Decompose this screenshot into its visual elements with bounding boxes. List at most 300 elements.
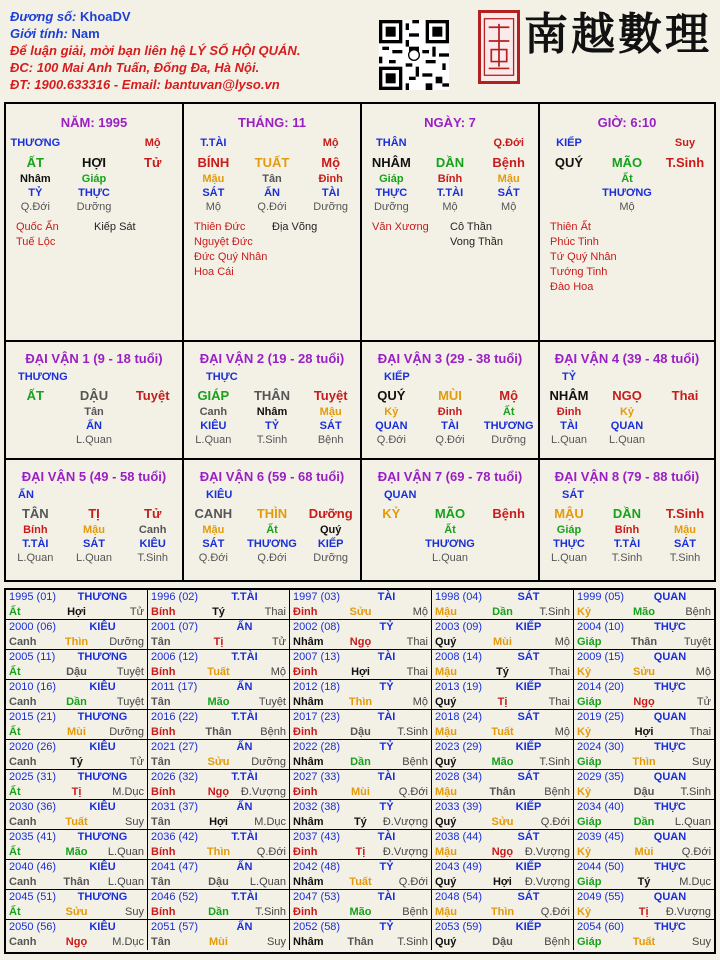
year-stem: Giáp — [577, 636, 602, 648]
year-star: SÁT — [517, 891, 540, 903]
year-stem: Đinh — [293, 666, 318, 678]
year-label: 2007 (13) — [293, 651, 341, 663]
pillar-stem-branch-1: QUÝ — [554, 155, 584, 170]
year-stem: Giáp — [577, 756, 602, 768]
dai-van-hidden-stems-2: Nhâm — [256, 406, 288, 418]
dai-van-stem-branch-1: ẤT — [26, 388, 44, 403]
year-body — [6, 725, 147, 740]
pillar-stages — [540, 200, 714, 214]
year-head — [6, 620, 147, 635]
year-branch: Tuất — [349, 876, 372, 888]
dai-van-stem-branch-1: NHÂM — [549, 388, 589, 403]
year-body — [432, 665, 573, 680]
year-stem: Bính — [151, 726, 176, 738]
year-head — [290, 740, 431, 755]
pillar-stem-branch — [362, 154, 538, 172]
year-stage: Thai — [548, 666, 570, 678]
year-stem: Ất — [9, 606, 21, 618]
year-star: KIÊU — [89, 621, 116, 633]
year-head — [290, 890, 431, 905]
year-cell — [290, 800, 432, 830]
year-head — [148, 590, 289, 605]
year-cell — [148, 740, 290, 770]
year-star: TÀI — [377, 831, 396, 843]
year-head — [6, 770, 147, 785]
year-stem: Đinh — [293, 606, 318, 618]
year-stem: Đinh — [293, 906, 318, 918]
year-stage: Mộ — [412, 696, 428, 708]
year-branch: Dậu — [350, 726, 371, 738]
year-branch: Dậu — [492, 936, 513, 948]
year-body — [574, 725, 714, 740]
year-head — [6, 830, 147, 845]
dai-van-hidden-stems — [6, 405, 182, 419]
dai-van-ten-gods — [6, 419, 182, 433]
year-stem: Đinh — [293, 786, 318, 798]
year-cell — [6, 680, 148, 710]
year-branch: Ngọ — [207, 786, 230, 798]
year-body — [574, 785, 714, 800]
year-body — [432, 785, 573, 800]
star-item: Địa Võng — [272, 221, 318, 233]
dai-van-ten-gods-1: THỰC — [553, 538, 585, 550]
dai-van-stages-3: Bệnh — [317, 434, 344, 446]
year-label: 2036 (42) — [151, 831, 199, 843]
year-cell — [574, 650, 714, 680]
year-star: QUAN — [653, 651, 687, 663]
year-body — [290, 875, 431, 890]
year-head — [148, 890, 289, 905]
dai-van-stages — [362, 433, 538, 447]
year-cell — [432, 590, 574, 620]
dai-van-ten-gods-3: SÁT — [319, 420, 342, 432]
pillar-ten-gods-1: TỶ — [28, 187, 43, 199]
year-head — [290, 920, 431, 935]
year-stage: L.Quan — [107, 876, 144, 888]
dai-van-cell — [540, 460, 714, 580]
year-cell — [148, 590, 290, 620]
year-stem: Canh — [9, 636, 37, 648]
dai-van-stem-branch-2: THÌN — [256, 506, 288, 521]
dai-van-hidden-stems-1 — [6, 405, 65, 419]
year-stage: Mộ — [270, 666, 286, 678]
year-head — [574, 740, 714, 755]
year-star: KIẾP — [515, 681, 542, 693]
year-stem: Mậu — [435, 786, 457, 798]
dai-van-stages — [362, 551, 538, 565]
year-stage: Dưỡng — [109, 636, 144, 648]
year-branch: Tý — [496, 666, 509, 678]
pillar-hidden-stems-3 — [123, 172, 182, 186]
pillar-cell — [184, 104, 362, 342]
year-head — [432, 920, 573, 935]
stars-left — [550, 220, 627, 295]
dai-van-ten-gods-2: THƯƠNG — [247, 538, 297, 550]
year-stem: Quý — [435, 756, 457, 768]
year-head — [432, 680, 573, 695]
pillar-stages-3 — [123, 200, 182, 214]
dai-van-stem-branch — [6, 387, 182, 405]
dai-van-stages-2: T.Sinh — [611, 552, 643, 564]
year-head — [148, 800, 289, 815]
dai-van-hidden-stems — [6, 523, 182, 537]
dai-van-star: THƯƠNG — [18, 371, 68, 383]
year-body — [574, 905, 714, 920]
pillar-hidden-stems-1: Giáp — [379, 173, 404, 185]
year-label: 2033 (39) — [435, 801, 483, 813]
dai-van-stem-branch-2: DẦN — [612, 506, 642, 521]
pillar-stem-branch — [184, 154, 360, 172]
dai-van-hidden-stems-3: Quý — [319, 524, 342, 536]
year-head — [574, 680, 714, 695]
year-branch: Mùi — [493, 636, 512, 648]
star-item: Tứ Quý Nhân — [550, 251, 617, 263]
pillar-ten-gods-2: T.TÀI — [436, 187, 464, 199]
year-cell — [432, 620, 574, 650]
year-cell — [432, 740, 574, 770]
year-star: KIẾP — [515, 921, 542, 933]
dai-van-star: KIẾP — [384, 371, 410, 383]
dai-van-star: THỰC — [206, 371, 238, 383]
year-stage: L.Quan — [249, 876, 286, 888]
year-stage: Q.Đới — [398, 876, 428, 888]
dai-van-title: ĐẠI VẬN 3 (29 - 38 tuổi) — [377, 351, 523, 366]
year-body — [574, 815, 714, 830]
pillar-stages-1: Dưỡng — [373, 201, 409, 213]
year-branch: Mão — [65, 846, 88, 858]
year-cell — [6, 710, 148, 740]
dai-van-hidden-stems-3: Mậu — [674, 524, 696, 536]
dai-van-ten-gods — [362, 419, 538, 433]
pillar-hidden-star-3: Q.Đới — [493, 137, 524, 149]
dai-van-stem-branch — [540, 505, 714, 523]
dai-van-cell — [184, 460, 362, 580]
pillar-hidden-star-3: Mộ — [322, 137, 339, 149]
dai-van-hidden-stems — [540, 405, 714, 419]
year-stem: Mậu — [435, 846, 457, 858]
year-body — [6, 815, 147, 830]
dai-van-star: SÁT — [562, 489, 584, 501]
year-cell — [6, 770, 148, 800]
year-stage: Đ.Vượng — [524, 846, 570, 858]
dai-van-stages-2: L.Quan — [431, 552, 469, 564]
year-stage: Mộ — [554, 726, 570, 738]
year-stage: Bệnh — [402, 756, 428, 768]
pillar-stem-branch — [540, 154, 714, 172]
dai-van-hidden-stems-1: Bính — [23, 524, 48, 536]
dai-van-hidden-stems — [184, 405, 360, 419]
dai-van-hidden-stems-2: Kỷ — [619, 406, 635, 418]
star-item: Tuế Lộc — [16, 236, 56, 248]
year-cell — [6, 800, 148, 830]
year-label: 2015 (21) — [9, 711, 57, 723]
year-stem: Mậu — [435, 726, 457, 738]
year-stem: Bính — [151, 846, 176, 858]
year-head — [574, 890, 714, 905]
year-star: KIÊU — [89, 741, 116, 753]
dai-van-cell — [184, 342, 362, 460]
pillar-stages-1 — [540, 200, 598, 214]
year-cell — [6, 890, 148, 920]
year-cell — [290, 830, 432, 860]
year-label: 2018 (24) — [435, 711, 483, 723]
year-body — [148, 785, 289, 800]
year-star: KIÊU — [89, 921, 116, 933]
gender-value: Nam — [71, 26, 100, 41]
year-body — [148, 725, 289, 740]
year-stage: Q.Đới — [540, 906, 570, 918]
year-head — [6, 650, 147, 665]
year-stage: M.Dục — [112, 936, 144, 948]
pillar-title: THÁNG: 11 — [238, 115, 306, 130]
year-head — [432, 770, 573, 785]
dai-van-hidden-stems-1 — [362, 523, 421, 537]
year-head — [148, 770, 289, 785]
dai-van-hidden-stems-1: Đinh — [556, 406, 582, 418]
year-label: 2037 (43) — [293, 831, 341, 843]
year-stage: T.Sinh — [539, 756, 570, 768]
year-branch: Dậu — [66, 666, 87, 678]
year-head — [6, 590, 147, 605]
dai-van-stages-3: T.Sinh — [669, 552, 701, 564]
pillar-hidden-star — [6, 136, 182, 150]
year-stage: Suy — [125, 816, 144, 828]
year-star: QUAN — [653, 771, 687, 783]
year-cell — [148, 620, 290, 650]
dai-van-ten-gods-1: TÀI — [560, 420, 578, 432]
year-stem: Quý — [435, 816, 457, 828]
year-stem: Kỷ — [577, 846, 592, 858]
year-body — [6, 635, 147, 650]
year-star: KIẾP — [515, 861, 542, 873]
year-label: 2053 (59) — [435, 921, 483, 933]
pillar-hidden-star-2 — [598, 136, 656, 150]
year-stem: Nhâm — [293, 876, 324, 888]
year-stage: Thai — [406, 666, 428, 678]
dai-van-hidden-stems-2: Ất — [266, 524, 278, 536]
year-label: 2049 (55) — [577, 891, 625, 903]
year-label: 2050 (56) — [9, 921, 57, 933]
year-label: 2031 (37) — [151, 801, 199, 813]
pillar-hidden-stems — [540, 172, 714, 186]
dai-van-stages-2: L.Quan — [608, 434, 646, 446]
year-body — [432, 875, 573, 890]
year-branch: Thìn — [490, 906, 515, 918]
year-body — [148, 605, 289, 620]
year-stage: Suy — [267, 936, 286, 948]
dai-van-stages-1: Q.Đới — [376, 434, 406, 446]
year-star: ẤN — [236, 681, 253, 693]
dai-van-stem-branch-3: Tuyệt — [135, 388, 170, 403]
year-branch: Mão — [349, 906, 372, 918]
dai-van-stages-3 — [656, 433, 714, 447]
pillar-hidden-star-2 — [421, 136, 480, 150]
year-label: 2030 (36) — [9, 801, 57, 813]
year-branch: Thân — [347, 936, 374, 948]
pillar-stem-branch-3: T.Sinh — [665, 155, 705, 170]
dai-van-stem-branch-3: Tuyệt — [313, 388, 348, 403]
year-star: TỶ — [379, 621, 394, 633]
dai-van-stem-branch-3: Dưỡng — [308, 506, 353, 521]
pillar-hidden-stems-3: Mậu — [497, 173, 520, 185]
year-label: 1996 (02) — [151, 591, 199, 603]
dai-van-hidden-stems-3 — [656, 405, 714, 419]
year-label: 2008 (14) — [435, 651, 483, 663]
year-label: 2011 (17) — [151, 681, 198, 693]
year-stage: Tuyệt — [683, 636, 712, 648]
year-star: KIẾP — [515, 621, 542, 633]
year-body — [148, 695, 289, 710]
year-stem: Giáp — [577, 876, 602, 888]
dai-van-ten-gods-3 — [123, 419, 182, 433]
stars-left — [194, 220, 272, 280]
year-stem: Ất — [9, 906, 21, 918]
pillar-hidden-stems-2: Bính — [437, 173, 463, 185]
star-item: Phúc Tinh — [550, 236, 599, 248]
year-body — [148, 905, 289, 920]
year-stem: Tân — [151, 876, 171, 888]
year-stage: Đ.Vượng — [382, 846, 428, 858]
pillar-ten-gods-1: THỰC — [375, 187, 408, 199]
dai-van-title: ĐẠI VẬN 1 (9 - 18 tuổi) — [25, 351, 163, 366]
year-label: 1995 (01) — [9, 591, 57, 603]
year-head — [148, 740, 289, 755]
dai-van-ten-gods-2: SÁT — [83, 538, 105, 550]
year-stage: Bệnh — [260, 726, 286, 738]
pillar-ten-gods-3: TÀI — [321, 187, 340, 199]
dai-van-star: KIÊU — [206, 489, 233, 501]
dai-van-hidden-stems-2: Mậu — [83, 524, 105, 536]
year-branch: Tuất — [632, 936, 656, 948]
year-star: THƯƠNG — [77, 771, 128, 783]
year-star: KIÊU — [89, 681, 116, 693]
year-stage: Đ.Vượng — [665, 906, 711, 918]
year-star: THƯƠNG — [77, 831, 128, 843]
year-label: 2048 (54) — [435, 891, 483, 903]
year-branch: Hợi — [209, 816, 228, 828]
stars-right — [627, 220, 704, 295]
year-stem: Tân — [151, 936, 171, 948]
year-body — [290, 905, 431, 920]
year-body — [6, 695, 147, 710]
year-cell — [574, 770, 714, 800]
year-label: 2016 (22) — [151, 711, 199, 723]
year-branch: Thân — [205, 726, 232, 738]
pillar-stages — [362, 200, 538, 214]
year-cell — [290, 890, 432, 920]
pillar-stars — [362, 220, 538, 250]
dai-van-stages — [540, 551, 714, 565]
dai-van-hidden-stems-1: Canh — [199, 406, 228, 418]
pillar-stem-branch-2: DẦN — [435, 155, 465, 170]
year-cell — [148, 800, 290, 830]
star-item: Kiếp Sát — [94, 221, 136, 233]
pillar-ten-gods — [184, 186, 360, 200]
address-line: ĐC: 100 Mai Anh Tuấn, Đống Đa, Hà Nội. — [10, 60, 260, 75]
year-branch: Thân — [63, 876, 90, 888]
year-stem: Tân — [151, 696, 171, 708]
dai-van-ten-gods-1: SÁT — [202, 538, 225, 550]
year-star: SÁT — [517, 831, 540, 843]
year-stage: Dưỡng — [109, 726, 144, 738]
year-star: QUAN — [653, 891, 687, 903]
dai-van-stem-branch-1: MẬU — [554, 506, 584, 521]
year-label: 2004 (10) — [577, 621, 625, 633]
star-item: Thiên Đức — [194, 221, 246, 233]
stars-right — [94, 220, 172, 250]
year-label: 2052 (58) — [293, 921, 341, 933]
year-branch: Ngọ — [349, 636, 372, 648]
year-cell — [432, 890, 574, 920]
year-body — [6, 845, 147, 860]
year-branch: Hợi — [351, 666, 370, 678]
year-branch: Mão — [633, 606, 655, 618]
year-stem: Mậu — [435, 666, 457, 678]
year-branch: Tý — [212, 606, 225, 618]
year-cell — [432, 770, 574, 800]
year-head — [574, 650, 714, 665]
year-star: TỶ — [379, 741, 394, 753]
year-star: THỰC — [654, 621, 686, 633]
dai-van-ten-gods-1 — [6, 419, 65, 433]
year-stage: Tuyệt — [116, 696, 144, 708]
pillar-stages-3 — [656, 200, 714, 214]
pillar-hidden-stems — [6, 172, 182, 186]
dai-van-ten-gods-1: QUAN — [375, 420, 408, 432]
pillar-stages-2: Q.Đới — [257, 201, 287, 213]
year-stage: Tử — [129, 756, 144, 768]
pillar-title: GIỜ: 6:10 — [597, 115, 657, 130]
dai-van-cell — [362, 460, 540, 580]
year-stage: Đ.Vượng — [240, 786, 286, 798]
year-star: TÀI — [377, 711, 396, 723]
year-cell — [432, 920, 574, 950]
dai-van-title: ĐẠI VẬN 6 (59 - 68 tuổi) — [199, 469, 345, 484]
year-branch: Mùi — [67, 726, 86, 738]
pillar-stem-branch-1: ẤT — [26, 155, 44, 170]
year-head — [574, 590, 714, 605]
year-label: 2051 (57) — [151, 921, 199, 933]
star-item: Thiên Ất — [550, 221, 591, 233]
year-stem: Giáp — [577, 816, 602, 828]
year-stem: Tân — [151, 756, 171, 768]
year-body — [6, 605, 147, 620]
year-branch: Dần — [633, 816, 655, 828]
dai-van-hidden-stems-2: Đinh — [437, 406, 463, 418]
year-cell — [574, 710, 714, 740]
dai-van-stages-1 — [362, 551, 421, 565]
year-branch: Tị — [638, 906, 649, 918]
pillar-stages-1: Q.Đới — [20, 201, 50, 213]
year-cell — [574, 620, 714, 650]
dai-van-star: QUAN — [384, 489, 417, 501]
dai-van-title: ĐẠI VẬN 2 (19 - 28 tuổi) — [199, 351, 345, 366]
year-cell — [6, 830, 148, 860]
year-body — [6, 785, 147, 800]
year-cell — [290, 920, 432, 950]
year-cell — [290, 710, 432, 740]
year-stage: Tuyệt — [258, 696, 286, 708]
dai-van-ten-gods — [540, 537, 714, 551]
pillar-stem-branch-2: MÃO — [611, 155, 643, 170]
year-stem: Canh — [9, 696, 37, 708]
year-cell — [432, 650, 574, 680]
dai-van-stages-3: T.Sinh — [137, 552, 168, 564]
year-branch: Hợi — [492, 876, 512, 888]
dai-van-hidden-stems-3: Mậu — [319, 406, 342, 418]
year-head — [148, 860, 289, 875]
year-stage: Mộ — [412, 606, 428, 618]
